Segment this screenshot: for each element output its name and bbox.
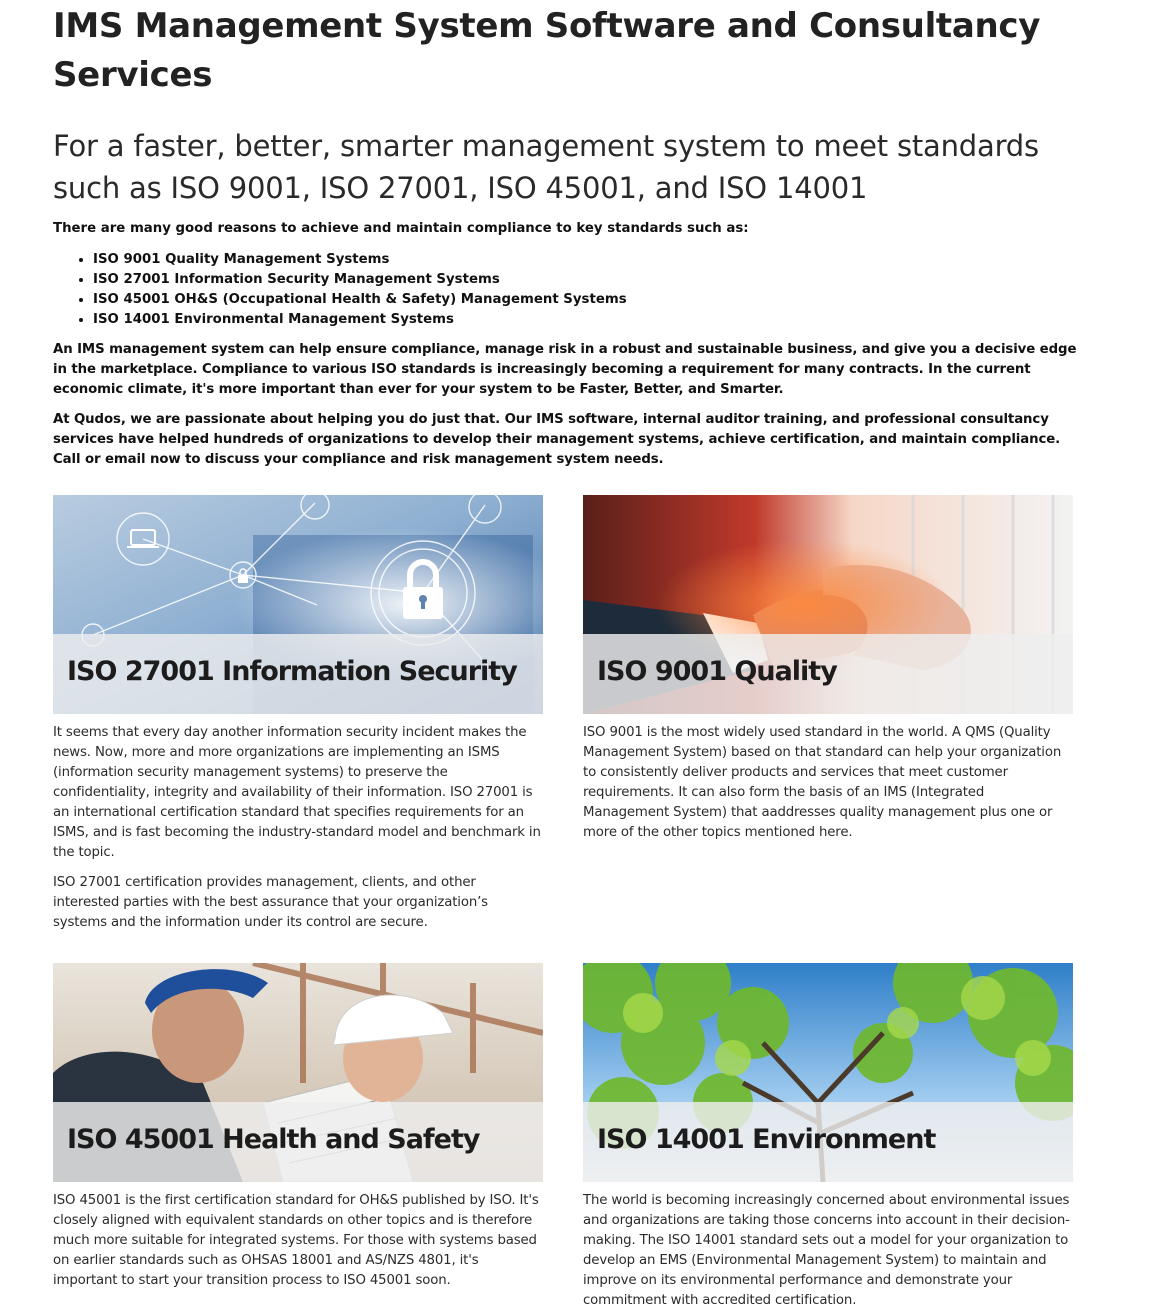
tree-canopy-image[interactable] — [583, 963, 1073, 1182]
card-paragraph: ISO 9001 is the most widely used standard in the world. A QMS (Quality Management System) based on that standard can help your organization to consistently deliver products and services that meet customer requirements. It can also form the basis of an IMS (Integrated Management System) that aaddresses quality management plus one or more of the other topics mentioned here. — [583, 725, 1062, 840]
hard-hat-workers-image[interactable] — [53, 963, 543, 1182]
card-title-band — [583, 1102, 1073, 1182]
main-content — [53, 0, 1083, 1308]
card-heading[interactable]: ISO 14001 Environment — [597, 1124, 936, 1155]
standards-list — [93, 250, 1083, 330]
list-item: • ISO 14001 Environmental Management Systems — [93, 310, 1083, 330]
card-iso-14001[interactable] — [583, 963, 1073, 1311]
handshake-image[interactable] — [583, 495, 1073, 714]
card-title-band — [583, 634, 1073, 714]
intro-paragraph: An IMS management system can help ensure compliance, manage risk in a robust and sustainable business, and give you a decisive edge in the marketplace. Compliance to various ISO standards is increasingly becoming a requirement for many contracts. In the current economic climate, it's more important than ever for your system to be Faster, Better, and Smarter. — [53, 342, 1077, 397]
page-title: IMS Management System Software and Consultancy Services — [53, 6, 1041, 95]
card-iso-27001[interactable] — [53, 495, 543, 933]
card-title-band — [53, 634, 543, 714]
card-title-band — [53, 1102, 543, 1182]
card-paragraph: ISO 27001 certification provides management, clients, and other interested parties with the best assurance that your organization’s systems and the information under its control are secure. — [53, 875, 488, 930]
card-iso-45001[interactable] — [53, 963, 543, 1291]
list-item: • ISO 45001 OH&S (Occupational Health & Safety) Management Systems — [93, 290, 1083, 310]
page-subtitle: For a faster, better, smarter management system to meet standards such as ISO 9001, ISO 27001, ISO 45001, and ISO 14001 — [53, 129, 1039, 205]
card-iso-9001[interactable] — [583, 495, 1073, 843]
qudos-paragraph: At Qudos, we are passionate about helping you do just that. Our IMS software, internal auditor training, and professional consultancy services have helped hundreds of organizations to develop their management systems, achieve certification, and maintain compliance. Call or email now to discuss your compliance and risk management system needs. — [53, 412, 1061, 467]
list-item: • ISO 9001 Quality Management Systems — [93, 250, 1083, 270]
padlock-network-image[interactable] — [53, 495, 543, 714]
card-paragraph: The world is becoming increasingly concerned about environmental issues and organizations are taking those concerns into account in their decision-making. The ISO 14001 standard sets out a model for your organization to develop an EMS (Environmental Management System) to maintain and improve on its environmental performance and demonstrate your commitment with accredited certification. — [583, 1193, 1070, 1308]
card-heading[interactable]: ISO 45001 Health and Safety — [67, 1124, 480, 1155]
list-item: • ISO 27001 Information Security Management Systems — [93, 270, 1083, 290]
card-heading[interactable]: ISO 9001 Quality — [597, 656, 837, 687]
card-heading[interactable]: ISO 27001 Information Security — [67, 656, 517, 687]
card-paragraph: ISO 45001 is the first certification standard for OH&S published by ISO. It's closely aligned with equivalent standards on other topics and is therefore much more suitable for integrated systems. For those with systems based on earlier standards such as OHSAS 18001 and AS/NZS 4801, it's important to start your transition process to ISO 45001 soon. — [53, 1193, 539, 1288]
lead-text: There are many good reasons to achieve and maintain compliance to key standards such as: — [53, 221, 749, 236]
card-paragraph: It seems that every day another information security incident makes the news. Now, more and more organizations are implementing an ISMS (information security management systems) to preserve the confidentiality, integrity and availability of their information. ISO 27001 is an international certification standard that specifies requirements for an ISMS, and is fast becoming the industry-standard model and benchmark in the topic. — [53, 725, 541, 860]
